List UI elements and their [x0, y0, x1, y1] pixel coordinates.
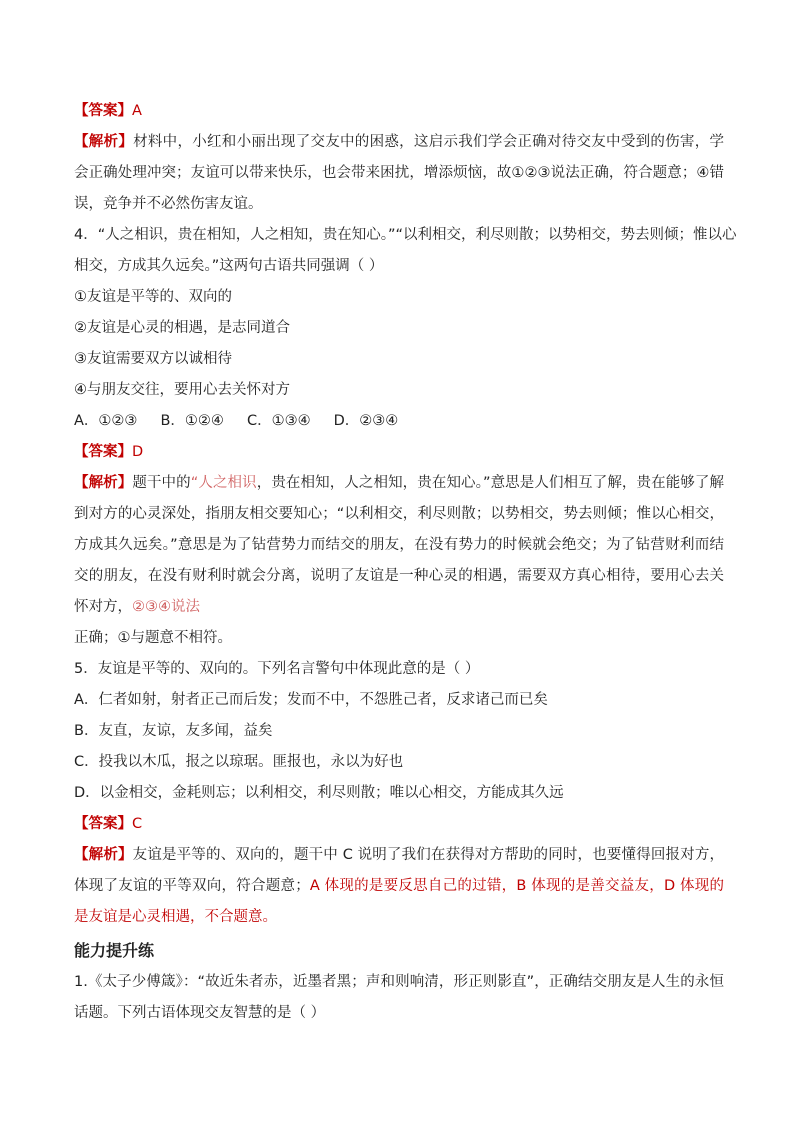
q5-analysis [74, 840, 724, 933]
q5-answer [74, 809, 724, 840]
q5-stem: 5．友谊是平等的、双向的。下列名言警句中体现此意的是（ ） [74, 661, 480, 677]
q4-analysis [74, 468, 724, 623]
answer-value: C [132, 816, 143, 832]
q5-option-c: C．投我以木瓜，报之以琼琚。匪报也，永以为好也 [74, 754, 404, 770]
analysis-text-b: A 体现的是要反思自己的过错，B 体现的是善交益友，D 体现的是友谊是心灵相遇，不合题意。 [74, 878, 725, 925]
q5-option-d: D．以金相交，金耗则忘；以利相交，利尽则散；唯以心相交，方能成其久远 [74, 785, 564, 801]
analysis-text-c: ，贵在相知，人之相知，贵在知心。”意思是人们相互了解，贵在能够了解到对方的心灵深处，指朋友相交要知心；“以利相交，利尽则散；以势相交，势去则倾；惟以心相交，方成其久远矣。”意思是为了钻营势力而结交的朋友，在没有势力的时候就会绝交；为了钻营财利而结交的朋友，在没有财利时就会分离，说明了友谊是一种心灵的相遇，需要双方真心相待，要用心去关怀对方， [74, 475, 724, 615]
q4-answer [74, 437, 724, 468]
analysis-tag: 【解析】 [74, 134, 134, 150]
q4-option-1: ①友谊是平等的、双向的 [74, 289, 232, 305]
analysis-text-a: 题干中的 [132, 475, 191, 491]
analysis-tag: 【解析】 [74, 475, 133, 491]
s1-stem: 1.《太子少傅箴》：“故近朱者赤，近墨者黑；声和则响清，形正则影直”，正确结交朋友是人生的永恒话题。下列古语体现交友智慧的是（ ） [74, 974, 724, 1021]
q4-option-2: ②友谊是心灵的相遇，是志同道合 [74, 320, 290, 336]
q4-choices: A．①②③ B．①②④ C．①③④ D．②③④ [74, 413, 399, 429]
answer-value: A [132, 103, 142, 119]
answer-tag: 【答案】 [74, 444, 132, 460]
answer-tag: 【答案】 [74, 816, 132, 832]
q4-option-3: ③友谊需要双方以诚相待 [74, 351, 232, 367]
q4-stem-line1: 4．“人之相识，贵在相知，人之相知，贵在知心。”“以利相交，利尽则散；以势相交，势去则倾；惟以心 [74, 227, 737, 243]
section-title: 能力提升练 [74, 941, 155, 960]
q5-option-a: A．仁者如射，射者正己而后发；发而不中，不怨胜己者，反求诸己而已矣 [74, 692, 548, 708]
q4-stem-line2: 相交，方成其久远矣。”这两句古语共同强调（ ） [74, 258, 384, 274]
q4-option-4: ④与朋友交往，要用心去关怀对方 [74, 382, 290, 398]
q3-analysis [74, 127, 724, 220]
analysis-text-a: 友谊是平等的、双向的，题干中 C 说明了我们在获得对方帮助的同时，也要懂得回报对方，体现了友谊的平等双向，符合题意； [74, 847, 725, 894]
analysis-text-b: “人之相识 [190, 475, 257, 491]
q5-option-b: B．友直，友谅，友多闻，益矣 [74, 723, 273, 739]
document-content [74, 96, 737, 1029]
answer-value: D [132, 444, 144, 460]
q4-analysis-end: 正确；①与题意不相符。 [74, 630, 232, 646]
analysis-text: 材料中，小红和小丽出现了交友中的困惑，这启示我们学会正确对待交友中受到的伤害，学会正确处理冲突；友谊可以带来快乐，也会带来困扰，增添烦恼，故①②③说法正确，符合题意；④错误，竞争并不必然伤害友谊。 [74, 134, 725, 212]
answer-tag: 【答案】 [74, 103, 132, 119]
analysis-tag: 【解析】 [74, 847, 133, 863]
analysis-text-d: ②③④说法 [132, 599, 200, 615]
q3-answer [74, 96, 724, 127]
